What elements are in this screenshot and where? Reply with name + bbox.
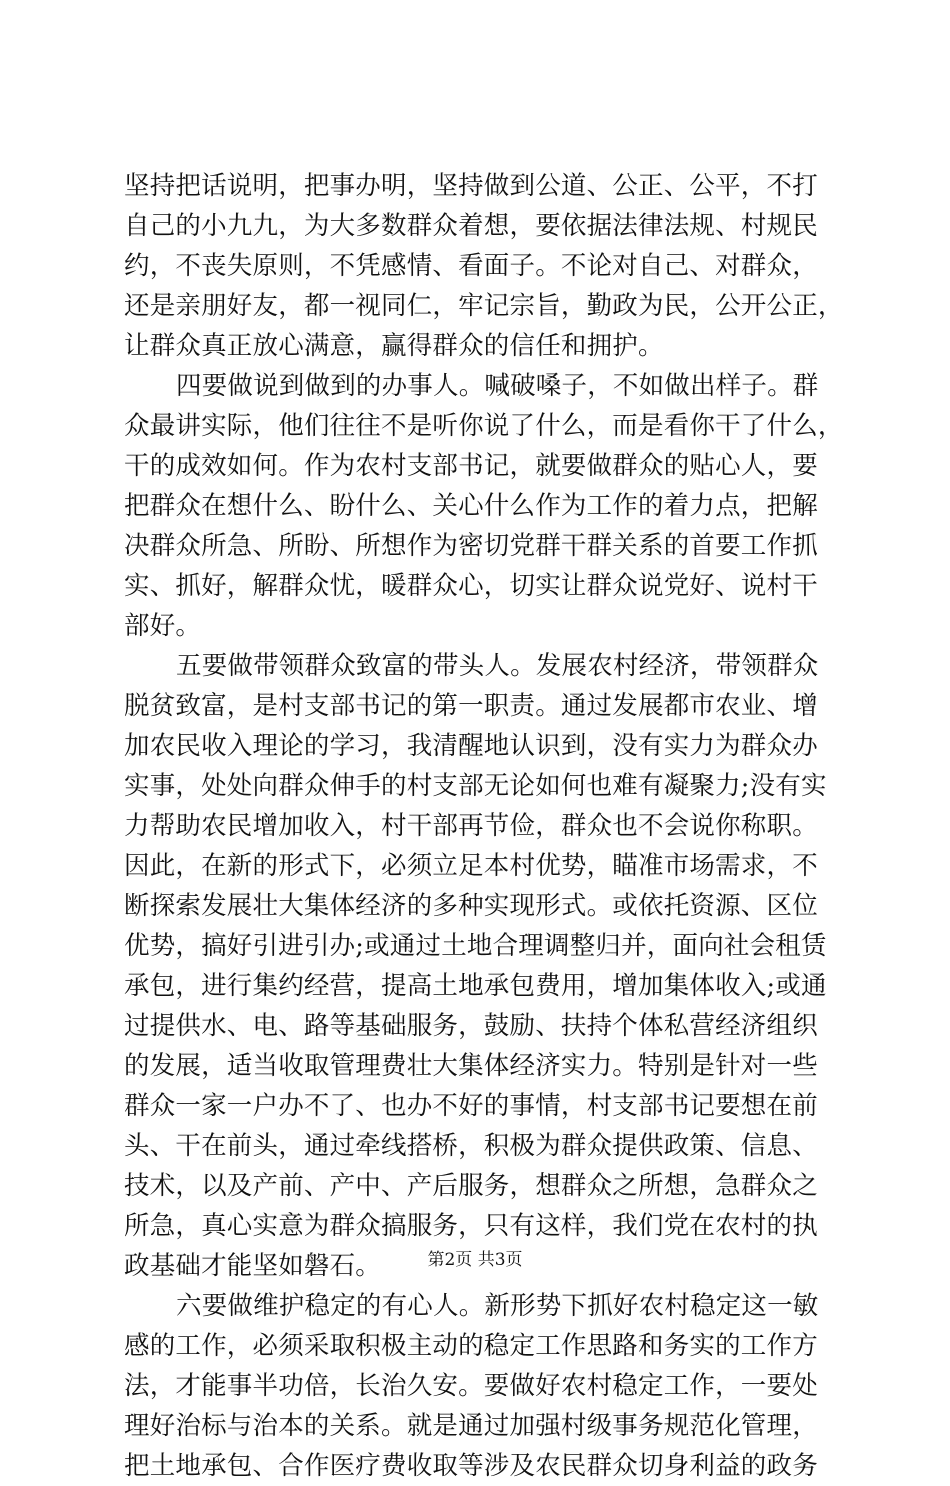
text-line: 所急，真心实意为群众搞服务，只有这样，我们党在农村的执	[124, 1211, 818, 1241]
paragraph-first-line: 五要做带领群众致富的带头人。发展农村经济，带领群众	[176, 651, 819, 681]
text-line: 感的工作，必须采取积极主动的稳定工作思路和务实的工作方	[124, 1331, 818, 1361]
text-line: 头、干在前头，通过牵线搭桥，积极为群众提供政策、信息、	[124, 1131, 818, 1161]
text-line: 法，才能事半功倍，长治久安。要做好农村稳定工作，一要处	[124, 1371, 818, 1401]
text-line: 优势，搞好引进引办;或通过土地合理调整归并，面向社会租赁	[124, 931, 827, 961]
text-line: 自己的小九九，为大多数群众着想，要依据法律法规、村规民	[124, 211, 818, 241]
paragraph-first-line: 四要做说到做到的办事人。喊破嗓子，不如做出样子。群	[176, 371, 819, 401]
text-line: 政基础才能坚如磐石。	[124, 1251, 382, 1281]
page-footer: 第2页 共3页	[427, 1250, 523, 1270]
document-body	[124, 166, 844, 1486]
text-line: 众最讲实际，他们往往不是听你说了什么，而是看你干了什么，	[124, 411, 844, 441]
text-line: 决群众所急、所盼、所想作为密切党群干群关系的首要工作抓	[124, 531, 818, 561]
text-line: 把群众在想什么、盼什么、关心什么作为工作的着力点，把解	[124, 491, 818, 521]
text-line: 力帮助农民增加收入，村干部再节俭，群众也不会说你称职。	[124, 811, 818, 841]
text-line: 让群众真正放心满意，赢得群众的信任和拥护。	[124, 331, 664, 361]
paragraph-first-line: 六要做维护稳定的有心人。新形势下抓好农村稳定这一敏	[176, 1291, 819, 1321]
text-line: 干的成效如何。作为农村支部书记，就要做群众的贴心人，要	[124, 451, 818, 481]
text-line: 群众一家一户办不了、也办不好的事情，村支部书记要想在前	[124, 1091, 818, 1121]
text-line: 的发展，适当收取管理费壮大集体经济实力。特别是针对一些	[124, 1051, 818, 1081]
text-line: 坚持把话说明，把事办明，坚持做到公道、公正、公平，不打	[124, 171, 818, 201]
text-line: 部好。	[124, 611, 202, 641]
text-line: 过提供水、电、路等基础服务，鼓励、扶持个体私营经济组织	[124, 1011, 818, 1041]
text-line: 技术，以及产前、产中、产后服务，想群众之所想，急群众之	[124, 1171, 818, 1201]
text-line: 还是亲朋好友，都一视同仁，牢记宗旨，勤政为民，公开公正，	[124, 291, 844, 321]
text-line: 脱贫致富，是村支部书记的第一职责。通过发展都市农业、增	[124, 691, 818, 721]
text-line: 理好治标与治本的关系。就是通过加强村级事务规范化管理，	[124, 1411, 818, 1441]
text-line: 实、抓好，解群众忧，暖群众心，切实让群众说党好、说村干	[124, 571, 818, 601]
text-line: 因此，在新的形式下，必须立足本村优势，瞄准市场需求，不	[124, 851, 818, 881]
text-line: 断探索发展壮大集体经济的多种实现形式。或依托资源、区位	[124, 891, 818, 921]
text-line: 实事，处处向群众伸手的村支部无论如何也难有凝聚力;没有实	[124, 771, 827, 801]
text-line: 把土地承包、合作医疗费收取等涉及农民群众切身利益的政务	[124, 1451, 818, 1481]
text-line: 承包，进行集约经营，提高土地承包费用，增加集体收入;或通	[124, 971, 827, 1001]
text-line: 约，不丧失原则，不凭感情、看面子。不论对自己、对群众，	[124, 251, 818, 281]
text-line: 加农民收入理论的学习，我清醒地认识到，没有实力为群众办	[124, 731, 818, 761]
